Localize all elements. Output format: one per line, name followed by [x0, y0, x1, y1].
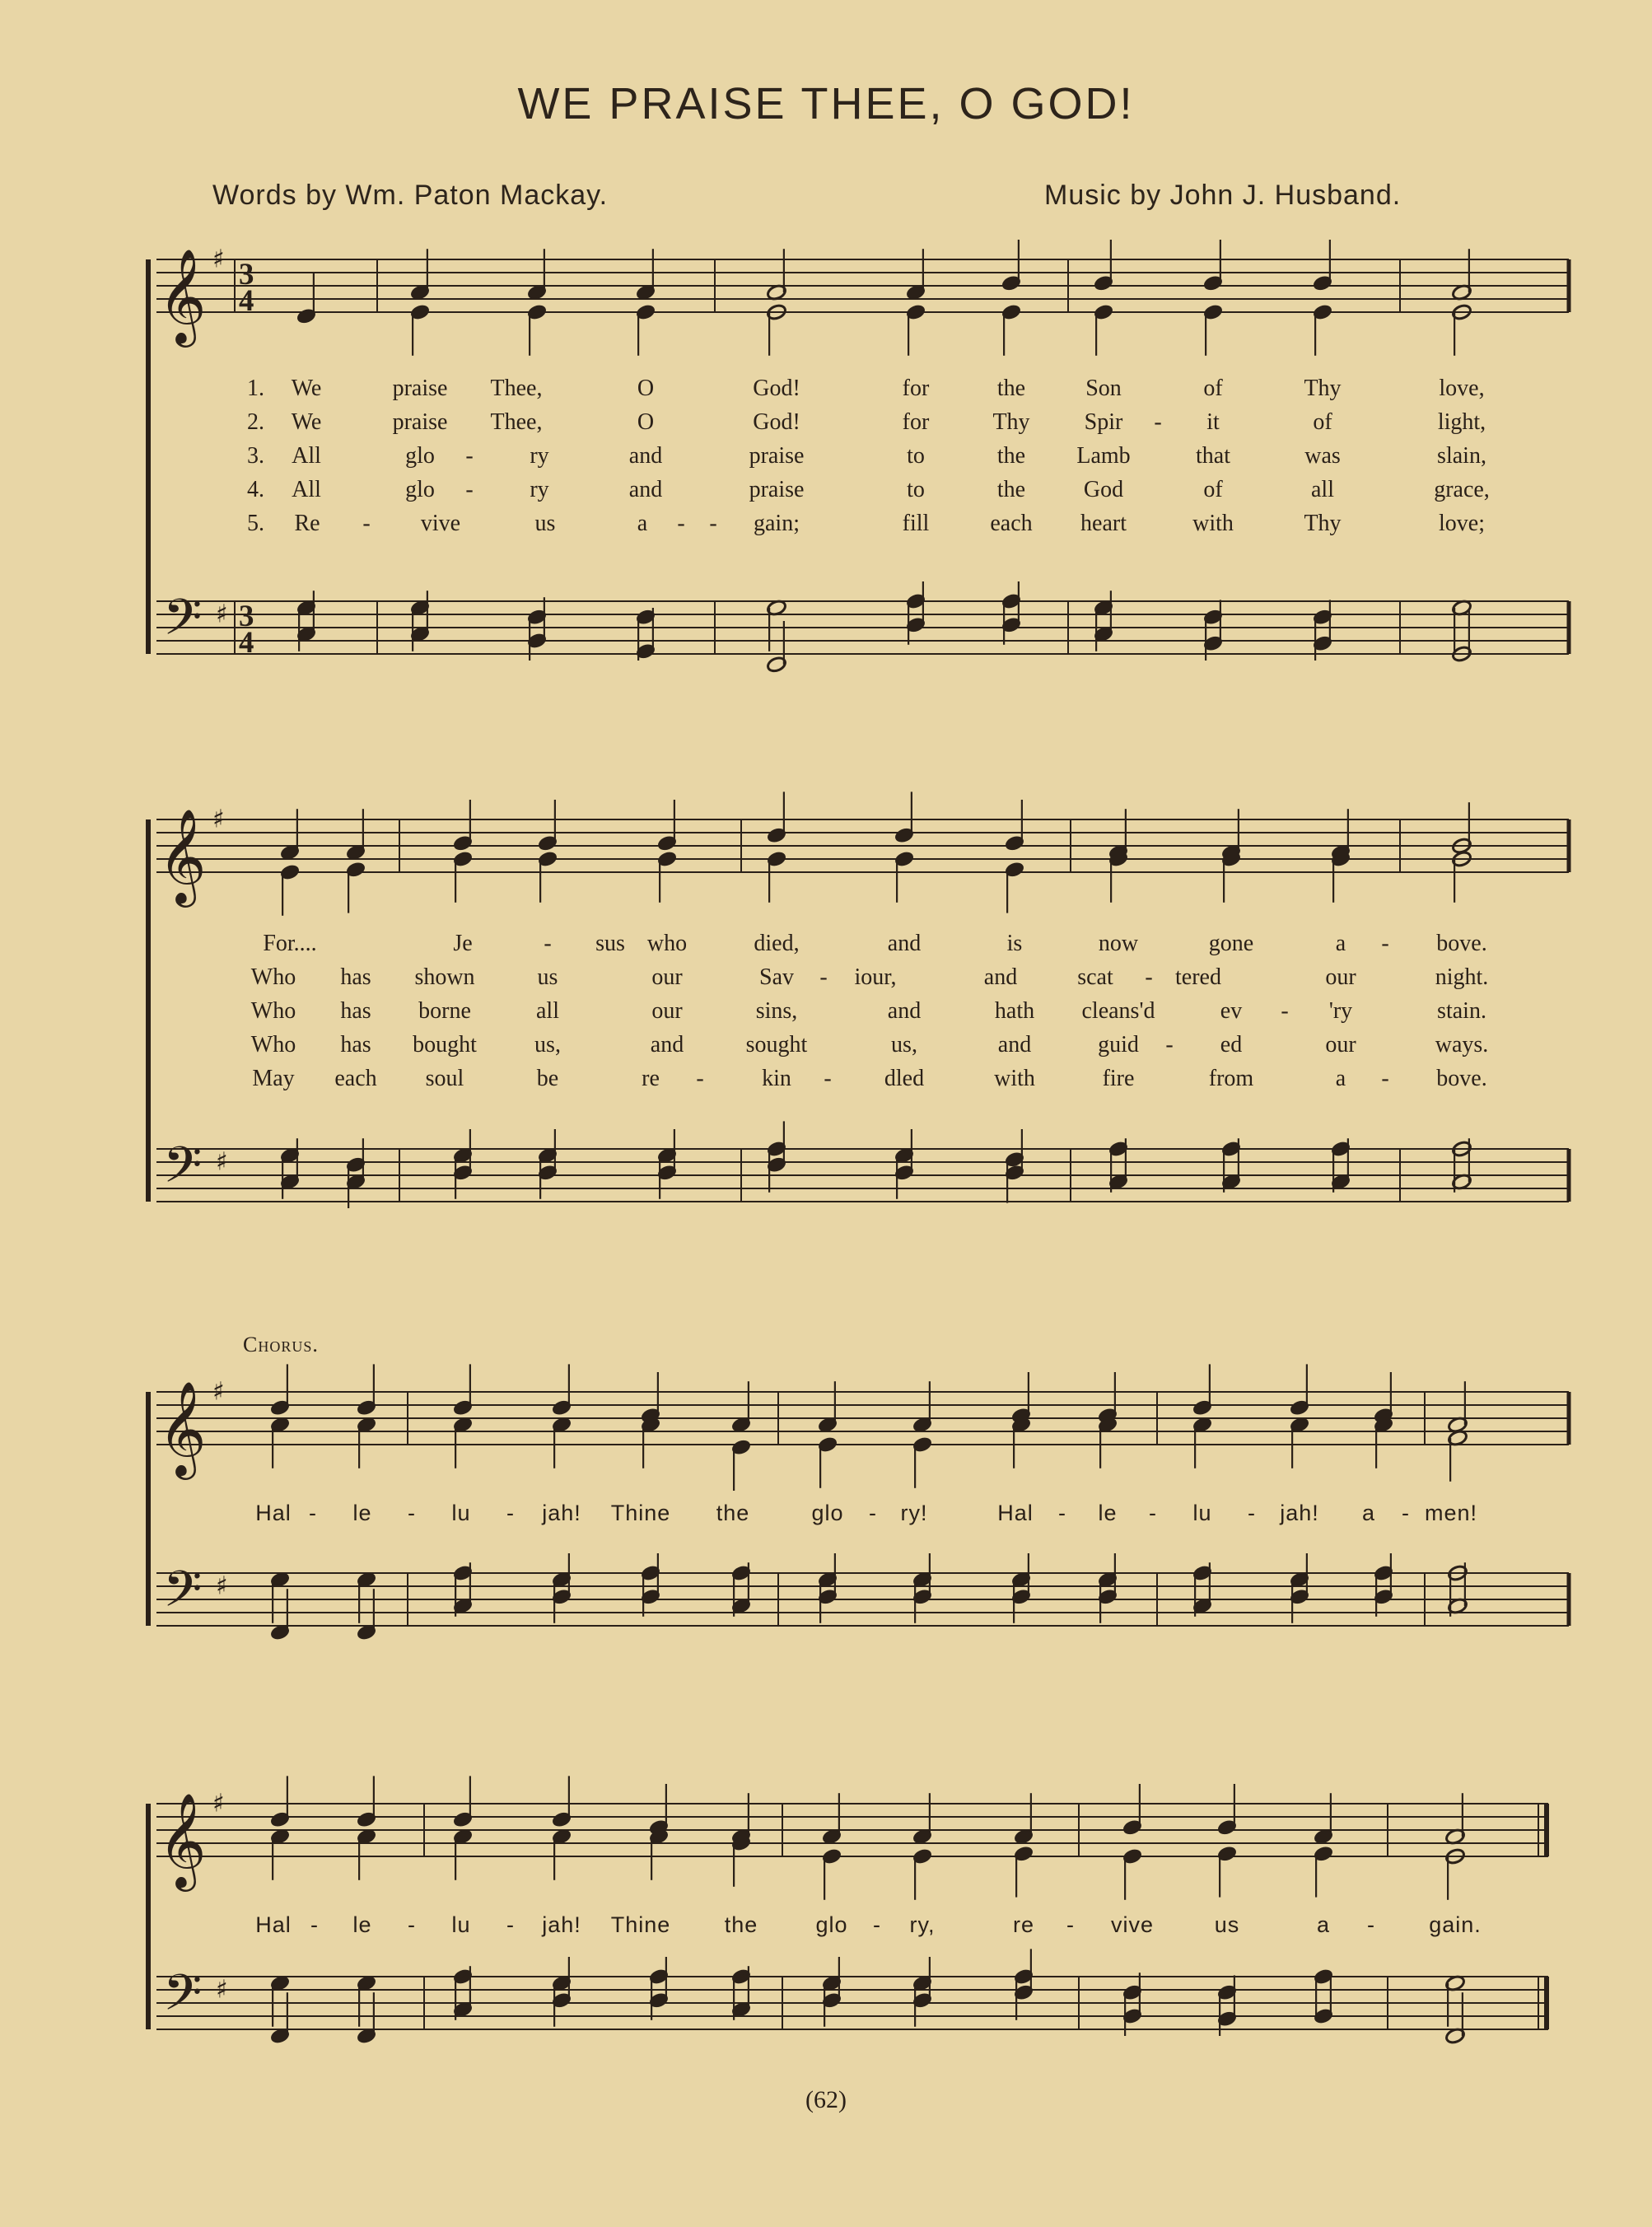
- lyric-syllable: and: [887, 931, 922, 956]
- lyric-syllable: -: [1145, 964, 1153, 990]
- lyric-syllable: hath: [994, 998, 1035, 1024]
- lyric-syllable: to: [907, 477, 925, 502]
- lyric-syllable: the: [996, 443, 1026, 469]
- lyric-syllable: Re: [294, 511, 320, 536]
- sharp-icon: ♯: [212, 1789, 225, 1818]
- lyric-syllable: to: [907, 443, 925, 469]
- lyric-syllable: stain.: [1437, 998, 1486, 1024]
- lyric-syllable: 'ry: [1328, 998, 1353, 1024]
- lyric-syllable: and: [650, 1032, 684, 1057]
- lyric-syllable: the: [996, 376, 1026, 401]
- lyric-syllable: O: [637, 376, 655, 401]
- lyric-syllable: our: [651, 998, 683, 1024]
- lyric-syllable: praise: [749, 477, 805, 502]
- lyric-syllable: We: [291, 409, 322, 435]
- lyric-syllable: our: [1325, 1032, 1356, 1057]
- lyric-syllable: Thee,: [490, 409, 543, 435]
- lyric-syllable: Thine: [610, 1912, 671, 1937]
- lyric-syllable: grace,: [1434, 477, 1490, 502]
- lyric-syllable: love;: [1439, 511, 1485, 536]
- lyric-syllable: fill: [902, 511, 930, 536]
- lyric-syllable: -: [696, 1066, 704, 1091]
- sharp-icon: ♯: [216, 1571, 228, 1601]
- lyric-syllable: tered: [1175, 964, 1221, 990]
- sharp-icon: ♯: [212, 805, 225, 834]
- lyric-syllable: gain.: [1429, 1912, 1482, 1937]
- lyric-syllable: us: [534, 511, 556, 536]
- lyric-syllable: praise: [749, 443, 805, 469]
- lyric-syllable: is: [1006, 931, 1023, 956]
- chorus-label: Chorus.: [243, 1333, 319, 1356]
- lyric-syllable: God!: [753, 409, 800, 435]
- bass-clef-icon: 𝄢: [163, 1964, 203, 2034]
- lyric-syllable: -: [1281, 998, 1289, 1024]
- lyric-syllable: jah!: [542, 1912, 581, 1937]
- lyric-syllable: a: [1335, 931, 1346, 956]
- lyric-syllable: a: [1361, 1501, 1376, 1525]
- lyric-syllable: -: [362, 511, 371, 536]
- lyric-syllable: a: [1316, 1912, 1331, 1937]
- lyric-syllable: Son: [1085, 376, 1122, 401]
- lyric-syllable: glo: [405, 477, 435, 502]
- lyric-syllable: shown: [414, 964, 475, 990]
- time-signature-bottom: 4: [239, 625, 254, 659]
- lyric-syllable: love,: [1439, 376, 1485, 401]
- lyric-syllable: Hal: [997, 1501, 1034, 1525]
- lyric-syllable: We: [291, 376, 322, 401]
- lyric-syllable: -: [506, 1912, 515, 1937]
- time-signature-top: 3: [239, 257, 254, 291]
- lyric-syllable: glo: [815, 1912, 848, 1937]
- lyric-syllable: light,: [1437, 409, 1486, 435]
- lyric-syllable: -: [465, 443, 474, 469]
- treble-clef-icon: 𝄞: [158, 809, 207, 903]
- lyric-syllable: lu: [451, 1501, 471, 1525]
- lyric-syllable: glo: [405, 443, 435, 469]
- lyric-syllable: us,: [891, 1032, 917, 1057]
- lyric-syllable: -: [677, 511, 685, 536]
- lyric-syllable: jah!: [1280, 1501, 1319, 1525]
- lyric-syllable: Sav: [759, 964, 794, 990]
- lyric-syllable: vive: [420, 511, 461, 536]
- lyric-syllable: the: [716, 1501, 750, 1525]
- lyric-syllable: ways.: [1435, 1032, 1489, 1057]
- lyric-syllable: dled: [884, 1066, 925, 1091]
- lyric-syllable: for: [902, 409, 930, 435]
- lyric-syllable: gone: [1208, 931, 1254, 956]
- lyric-syllable: night.: [1435, 964, 1489, 990]
- lyric-syllable: praise: [392, 409, 448, 435]
- page-number: (62): [805, 2086, 847, 2113]
- lyric-syllable: and: [997, 1032, 1032, 1057]
- lyric-syllable: All: [292, 477, 321, 502]
- lyric-syllable: -: [1381, 1066, 1389, 1091]
- lyric-syllable: Thy: [1304, 376, 1342, 401]
- lyric-syllable: le: [1098, 1501, 1118, 1525]
- lyric-syllable: lu: [451, 1912, 471, 1937]
- lyric-syllable: was: [1304, 443, 1341, 469]
- lyric-syllable: now: [1098, 931, 1139, 956]
- lyric-syllable: iour,: [854, 964, 897, 990]
- sharp-icon: ♯: [216, 1147, 228, 1177]
- lyric-syllable: soul: [425, 1066, 464, 1091]
- lyric-syllable: le: [352, 1501, 372, 1525]
- lyric-syllable: For....: [263, 931, 317, 956]
- treble-clef-icon: 𝄞: [158, 1793, 207, 1888]
- lyric-syllable: each: [334, 1066, 377, 1091]
- lyric-syllable: -: [1154, 409, 1162, 435]
- lyric-syllable: -: [408, 1501, 416, 1525]
- lyric-syllable: praise: [392, 376, 448, 401]
- lyric-syllable: 1.: [247, 376, 264, 401]
- lyric-syllable: -: [869, 1501, 877, 1525]
- lyric-syllable: has: [340, 964, 371, 990]
- lyric-syllable: our: [651, 964, 683, 990]
- lyric-syllable: fire: [1102, 1066, 1135, 1091]
- lyric-syllable: -: [1149, 1501, 1157, 1525]
- lyric-syllable: re: [1012, 1912, 1035, 1937]
- lyric-syllable: with: [1192, 511, 1234, 536]
- lyric-syllable: -: [1367, 1912, 1375, 1937]
- lyric-syllable: bove.: [1436, 1066, 1487, 1091]
- lyric-syllable: -: [824, 1066, 832, 1091]
- lyric-syllable: -: [544, 931, 552, 956]
- lyric-syllable: -: [873, 1912, 881, 1937]
- lyric-syllable: heart: [1080, 511, 1127, 536]
- lyric-syllable: the: [724, 1912, 758, 1937]
- lyric-syllable: kin: [762, 1066, 791, 1091]
- lyric-syllable: 2.: [247, 409, 264, 435]
- lyric-syllable: O: [637, 409, 655, 435]
- lyric-syllable: vive: [1110, 1912, 1155, 1937]
- lyric-syllable: All: [292, 443, 321, 469]
- lyric-syllable: jah!: [542, 1501, 581, 1525]
- lyric-syllable: from: [1208, 1066, 1254, 1091]
- lyric-syllable: of: [1203, 376, 1223, 401]
- lyric-syllable: of: [1203, 477, 1223, 502]
- lyric-syllable: -: [1248, 1501, 1256, 1525]
- lyric-syllable: sins,: [755, 998, 798, 1024]
- time-signature-bottom: 4: [239, 283, 254, 317]
- lyric-syllable: -: [465, 477, 474, 502]
- lyric-syllable: lu: [1192, 1501, 1212, 1525]
- treble-clef-icon: 𝄞: [158, 249, 207, 343]
- sharp-icon: ♯: [216, 1975, 228, 2005]
- lyric-syllable: ry!: [900, 1501, 928, 1525]
- lyric-syllable: ev: [1220, 998, 1243, 1024]
- treble-clef-icon: 𝄞: [158, 1381, 207, 1476]
- lyric-syllable: Thee,: [490, 376, 543, 401]
- lyric-syllable: Who: [250, 1032, 296, 1057]
- lyric-syllable: of: [1313, 409, 1332, 435]
- lyric-syllable: us: [1214, 1912, 1240, 1937]
- lyric-syllable: le: [352, 1912, 372, 1937]
- lyric-syllable: Thy: [1304, 511, 1342, 536]
- lyric-syllable: glo: [811, 1501, 844, 1525]
- lyric-syllable: 4.: [247, 477, 264, 502]
- lyric-syllable: God!: [753, 376, 800, 401]
- lyric-syllable: each: [990, 511, 1033, 536]
- lyric-syllable: 5.: [247, 511, 264, 536]
- lyric-syllable: be: [536, 1066, 559, 1091]
- lyric-syllable: Lamb: [1076, 443, 1131, 469]
- sharp-icon: ♯: [212, 1377, 225, 1407]
- lyric-syllable: Spir: [1084, 409, 1123, 435]
- lyric-syllable: Who: [250, 998, 296, 1024]
- lyric-syllable: it: [1206, 409, 1220, 435]
- lyric-syllable: -: [1058, 1501, 1066, 1525]
- lyric-syllable: ed: [1220, 1032, 1243, 1057]
- lyric-syllable: -: [310, 1912, 319, 1937]
- words-credit: Words by Wm. Paton Mackay.: [212, 180, 609, 211]
- hymn-title: WE PRAISE THEE, O GOD!: [517, 79, 1135, 128]
- lyric-syllable: -: [1381, 931, 1389, 956]
- lyric-syllable: borne: [418, 998, 471, 1024]
- lyric-syllable: a: [1335, 1066, 1346, 1091]
- lyric-syllable: for: [902, 376, 930, 401]
- lyric-syllable: has: [340, 998, 371, 1024]
- lyric-syllable: -: [1165, 1032, 1174, 1057]
- bass-clef-icon: 𝄢: [163, 1561, 203, 1631]
- lyric-syllable: Hal: [255, 1912, 292, 1937]
- lyric-syllable: all: [536, 998, 559, 1024]
- lyric-syllable: -: [1402, 1501, 1410, 1525]
- lyric-syllable: re: [642, 1066, 660, 1091]
- lyric-syllable: sus: [595, 931, 625, 956]
- bass-clef-icon: 𝄢: [163, 1137, 203, 1207]
- lyric-syllable: and: [983, 964, 1018, 990]
- lyric-syllable: gain;: [754, 511, 800, 536]
- lyric-syllable: and: [887, 998, 922, 1024]
- lyric-syllable: -: [309, 1501, 317, 1525]
- lyric-syllable: 3.: [247, 443, 264, 469]
- lyric-syllable: guid: [1098, 1032, 1139, 1057]
- lyric-syllable: and: [628, 443, 663, 469]
- lyric-syllable: has: [340, 1032, 371, 1057]
- sharp-icon: ♯: [216, 600, 228, 629]
- lyric-syllable: who: [646, 931, 688, 956]
- lyric-syllable: -: [506, 1501, 515, 1525]
- lyric-syllable: Je: [453, 931, 473, 956]
- lyric-syllable: the: [996, 477, 1026, 502]
- lyric-syllable: ry,: [909, 1912, 936, 1937]
- lyric-syllable: May: [252, 1066, 295, 1091]
- lyric-syllable: that: [1196, 443, 1230, 469]
- lyric-syllable: Thy: [992, 409, 1030, 435]
- lyric-syllable: -: [819, 964, 828, 990]
- lyric-syllable: us: [537, 964, 558, 990]
- lyric-syllable: Hal: [255, 1501, 292, 1525]
- music-credit: Music by John J. Husband.: [1044, 180, 1402, 211]
- lyric-syllable: bove.: [1436, 931, 1487, 956]
- lyric-syllable: men!: [1424, 1501, 1478, 1525]
- lyric-syllable: ry: [530, 443, 549, 469]
- lyric-syllable: a: [637, 511, 648, 536]
- lyric-syllable: all: [1311, 477, 1334, 502]
- lyric-syllable: -: [709, 511, 717, 536]
- lyric-syllable: cleans'd: [1081, 998, 1155, 1024]
- lyric-syllable: with: [994, 1066, 1035, 1091]
- lyric-syllable: Thine: [610, 1501, 671, 1525]
- lyric-syllable: bought: [413, 1032, 477, 1057]
- time-signature-top: 3: [239, 599, 254, 633]
- lyric-syllable: -: [1066, 1912, 1075, 1937]
- lyric-syllable: ry: [530, 477, 549, 502]
- lyric-syllable: -: [408, 1912, 416, 1937]
- sharp-icon: ♯: [212, 245, 225, 274]
- lyric-syllable: scat: [1077, 964, 1113, 990]
- lyric-syllable: our: [1325, 964, 1356, 990]
- lyric-syllable: and: [628, 477, 663, 502]
- lyric-syllable: Who: [250, 964, 296, 990]
- lyric-syllable: sought: [745, 1032, 808, 1057]
- lyric-syllable: died,: [754, 931, 800, 956]
- lyric-syllable: slain,: [1437, 443, 1486, 469]
- bass-clef-icon: 𝄢: [163, 589, 203, 659]
- lyric-syllable: us,: [534, 1032, 561, 1057]
- lyric-syllable: God: [1083, 477, 1124, 502]
